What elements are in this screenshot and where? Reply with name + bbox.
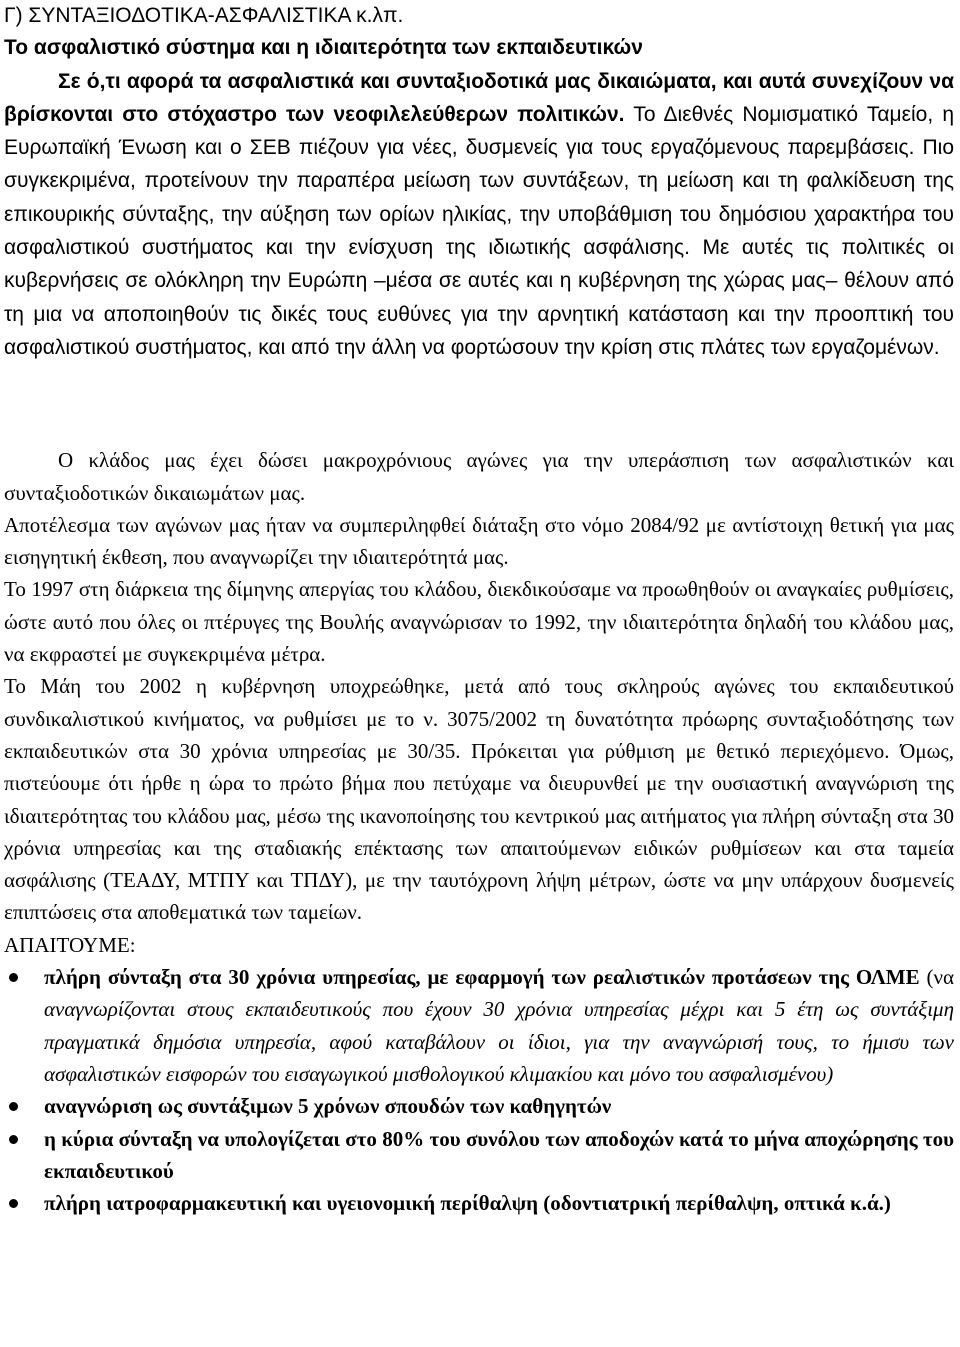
- section-subheading: Το ασφαλιστικό σύστημα και η ιδιαιτερότητα των εκπαιδευτικών: [4, 36, 643, 60]
- demand-1-bold: πλήρη σύνταξη στα 30 χρόνια υπηρεσίας, με εφαρμογή των ρεαλιστικών προτάσεων της ΟΛΜΕ: [44, 965, 920, 990]
- list-item: [4, 1123, 954, 1188]
- bullet-icon: [9, 973, 18, 982]
- intro-paragraph: [4, 65, 954, 365]
- bullet-icon: [9, 1199, 18, 1208]
- demand-1-paren: (να: [919, 965, 954, 990]
- bullet-icon: [9, 1135, 18, 1144]
- list-item: [4, 1187, 954, 1219]
- list-item: [4, 1090, 954, 1122]
- history-paragraph-4: Το Μάη του 2002 η κυβέρνηση υποχρεώθηκε, μετά από τους σκληρούς αγώνες του εκπαιδευτικού συνδικαλιστικού κινήματος, να ρυθμίσει με το ν. 3075/2002 τη δυνατότητα πρόωρης συνταξιοδότησης των εκπαιδευτικών στα 30 χρόνια υπηρεσίας με 30/35. Πρόκειται για ρύθμιση με θετικό περιεχόμενο. Όμως, πιστεύουμε ότι ήρθε η ώρα το πρώτο βήμα που πετύχαμε να διευρυνθεί με την ουσιαστική αναγνώριση της ιδιαιτερότητας του κλάδου μας, μέσω της ικανοποίησης του κεντρικού μας αιτήματος για πλήρη σύνταξη στα 30 χρόνια υπηρεσίας και της σταδιακής επέκτασης των απαιτούμενων ειδικών ρυθμίσεων και στα ταμεία ασφάλισης (ΤΕΑΔΥ, ΜΤΠΥ και ΤΠΔΥ), με την ταυτόχρονη λήψη μέτρων, ώστε να μην υπάρχουν δυσμενείς επιπτώσεις στα αποθεματικά των ταμείων.: [4, 674, 954, 925]
- bullet-icon: [9, 1102, 18, 1111]
- intro-bold-text: Σε ό,τι αφορά τα ασφαλιστικά και συνταξιοδοτικά μας δικαιώματα, και αυτά συνεχίζουν να βρίσκονται στο στόχαστρο των νεοφιλελεύθερων πολιτικών.: [4, 69, 954, 126]
- section-spacer: [4, 364, 954, 444]
- demands-list: [4, 961, 954, 1219]
- demands-label: ΑΠΑΙΤΟΥΜΕ:: [4, 932, 136, 957]
- demand-2-text: αναγνώριση ως συντάξιμων 5 χρόνων σπουδών των καθηγητών: [44, 1094, 612, 1119]
- history-paragraph-2: Αποτέλεσμα των αγώνων μας ήταν να συμπεριληφθεί διάταξη στο νόμο 2084/92 με αντίστοιχη θετική για μας εισηγητική έκθεση, που αναγνωρίζει την ιδιαιτερότητά μας.: [4, 512, 954, 570]
- section-heading: Γ) ΣΥΝΤΑΞΙΟΔΟΤΙΚΑ-ΑΣΦΑΛΙΣΤΙΚΑ κ.λπ.: [4, 4, 404, 27]
- intro-rest-text: Το Διεθνές Νομισματικό Ταμείο, η Ευρωπαϊκή Ένωση και ο ΣΕΒ πιέζουν για νέες, δυσμενείς για τους εργαζόμενους παρεμβάσεις. Πιο συγκεκριμένα, προτείνουν την παραπέρα μείωση των συντάξεων, τη μείωση και τη φαλκίδευση της επικουρικής σύνταξης, την αύξηση των ορίων ηλικίας, την υποβάθμιση του δημόσιου χαρακτήρα του ασφαλιστικού συστήματος και την ενίσχυση της ιδιωτικής ασφάλισης. Με αυτές τις πολιτικές οι κυβερνήσεις σε ολόκληρη την Ευρώπη –μέσα σε αυτές και η κυβέρνηση της χώρας μας– θέλουν από τη μια να αποποιηθούν τις δικές τους ευθύνες για την αρνητική κατάσταση και την προοπτική του ασφαλιστικού συστήματος, και από την άλλη να φορτώσουν την κρίση στις πλάτες των εργαζομένων.: [4, 102, 954, 359]
- demand-3-text: η κύρια σύνταξη να υπολογίζεται στο 80% του συνόλου των αποδοχών κατά το μήνα αποχώρησης του εκπαιδευτικού: [44, 1126, 954, 1183]
- demand-4-text: πλήρη ιατροφαρμακευτική και υγειονομική περίθαλψη (οδοντιατρική περίθαλψη, οπτικά κ.ά.): [44, 1191, 891, 1216]
- demand-1-italic: αναγνωρίζονται στους εκπαιδευτικούς που έχουν 30 χρόνια υπηρεσίας μέχρι και 5 έτη ως συντάξιμη πραγματικά δημόσια υπηρεσία, αφού καταβάλουν οι ίδιοι, για την αναγνώρισή τους, το ήμισυ των ασφαλιστικών εισφορών του εισαγωγικού μισθολογικού κλιμακίου και μόνο του ασφαλισμένου): [44, 997, 954, 1086]
- history-paragraph-3: Το 1997 στη διάρκεια της δίμηνης απεργίας του κλάδου, διεκδικούσαμε να προωθηθούν οι αναγκαίες ρυθμίσεις, ώστε αυτό που όλες οι πτέρυγες της Βουλής αναγνώρισαν το 1992, την ιδιαιτερότητα δηλαδή του κλάδου μας, να εκφραστεί με συγκεκριμένα μέτρα.: [4, 577, 954, 667]
- list-item: [4, 961, 954, 1090]
- history-paragraph-1: Ο κλάδος μας έχει δώσει μακροχρόνιους αγώνες για την υπεράσπιση των ασφαλιστικών και συνταξιοδοτικών δικαιωμάτων μας.: [4, 448, 954, 505]
